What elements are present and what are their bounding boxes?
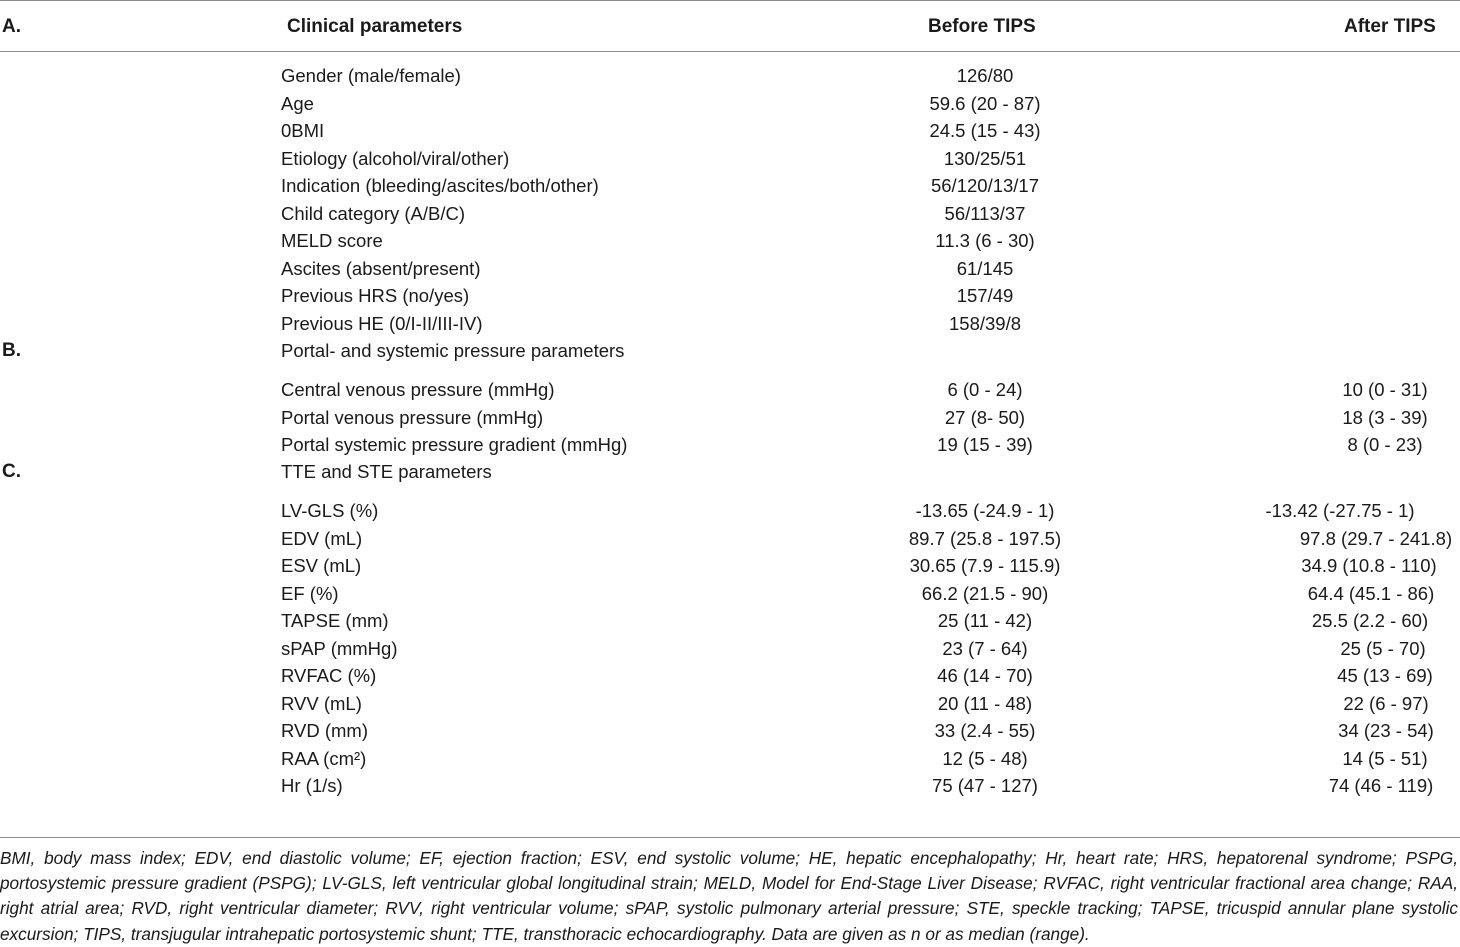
header-before-tips: Before TIPS xyxy=(928,16,1036,37)
row-label: Hr (1/s) xyxy=(281,775,343,796)
row-before-value: 59.6 (20 - 87) xyxy=(929,92,1041,114)
table-row xyxy=(0,117,1460,144)
table-row xyxy=(0,525,1460,552)
table-row xyxy=(0,717,1460,744)
row-label: Etiology (alcohol/viral/other) xyxy=(281,147,510,169)
table-row xyxy=(0,200,1460,227)
row-before-value: 12 (5 - 48) xyxy=(942,747,1028,769)
row-before-value: -13.65 (-24.9 - 1) xyxy=(915,500,1055,521)
row-label: Previous HRS (no/yes) xyxy=(281,285,470,306)
table-row xyxy=(0,62,1460,89)
table-row xyxy=(0,90,1460,117)
row-label: sPAP (mmHg) xyxy=(281,637,398,659)
row-before-value: 33 (2.4 - 55) xyxy=(934,720,1036,741)
section-header-b xyxy=(0,337,1460,364)
row-before-value: 30.65 (7.9 - 115.9) xyxy=(909,555,1061,576)
table-row xyxy=(0,404,1460,431)
table-row xyxy=(0,662,1460,689)
row-label: RVV (mL) xyxy=(281,692,362,714)
row-after-value: 74 (46 - 119) xyxy=(1328,775,1434,796)
section-header-c xyxy=(0,458,1460,485)
row-label: MELD score xyxy=(281,230,383,251)
row-label: Child category (A/B/C) xyxy=(281,202,466,224)
row-label: Ascites (absent/present) xyxy=(281,257,481,279)
row-before-value: 89.7 (25.8 - 197.5) xyxy=(908,527,1062,549)
row-before-value: 27 (8- 50) xyxy=(944,406,1026,428)
table-row xyxy=(0,607,1460,634)
row-after-value: 64.4 (45.1 - 86) xyxy=(1307,582,1435,604)
row-after-value: 8 (0 - 23) xyxy=(1347,434,1423,455)
row-before-value: 61/145 xyxy=(956,257,1014,279)
row-label: RAA (cm²) xyxy=(281,747,367,769)
row-before-value: 11.3 (6 - 30) xyxy=(935,230,1035,251)
row-label: 0BMI xyxy=(281,120,325,141)
table-row xyxy=(0,690,1460,717)
row-after-value: 34.9 (10.8 - 110) xyxy=(1301,555,1437,576)
row-before-value: 158/39/8 xyxy=(948,312,1022,334)
row-before-value: 46 (14 - 70) xyxy=(937,665,1033,686)
row-after-value: 34 (23 - 54) xyxy=(1338,720,1434,741)
row-label: Gender (male/female) xyxy=(281,65,461,86)
header-section-label: A. xyxy=(2,16,21,37)
row-before-value: 24.5 (15 - 43) xyxy=(929,120,1041,141)
table-row xyxy=(0,172,1460,199)
row-before-value: 157/49 xyxy=(956,285,1014,306)
row-label: LV-GLS (%) xyxy=(281,500,379,521)
section-title: TTE and STE parameters xyxy=(281,461,492,482)
row-after-value: 14 (5 - 51) xyxy=(1342,747,1428,769)
table-row xyxy=(0,431,1460,458)
row-label: RVD (mm) xyxy=(281,720,369,741)
row-before-value: 6 (0 - 24) xyxy=(947,379,1023,400)
row-label: Age xyxy=(281,92,314,114)
table-row xyxy=(0,635,1460,662)
table-row xyxy=(0,310,1460,337)
table-row xyxy=(0,227,1460,254)
row-after-value: 45 (13 - 69) xyxy=(1337,665,1433,686)
row-after-value: 10 (0 - 31) xyxy=(1342,379,1428,400)
row-before-value: 75 (47 - 127) xyxy=(932,775,1038,796)
row-label: Portal systemic pressure gradient (mmHg) xyxy=(281,434,628,455)
row-before-value: 25 (11 - 42) xyxy=(937,610,1033,631)
row-before-value: 19 (15 - 39) xyxy=(937,434,1033,455)
table-row xyxy=(0,552,1460,579)
row-label: Previous HE (0/I-II/III-IV) xyxy=(281,312,483,334)
row-label: TAPSE (mm) xyxy=(281,610,389,631)
row-before-value: 56/113/37 xyxy=(944,202,1026,224)
row-after-value: 18 (3 - 39) xyxy=(1342,406,1428,428)
row-before-value: 20 (11 - 48) xyxy=(937,692,1033,714)
header-after-tips: After TIPS xyxy=(1344,16,1436,37)
row-label: ESV (mL) xyxy=(281,555,362,576)
row-after-value: 25 (5 - 70) xyxy=(1340,637,1426,659)
row-before-value: 126/80 xyxy=(956,65,1014,86)
row-label: Portal venous pressure (mmHg) xyxy=(281,406,544,428)
table-footer-rule xyxy=(0,837,1460,838)
row-label: Indication (bleeding/ascites/both/other) xyxy=(281,175,599,196)
table-row xyxy=(0,376,1460,403)
row-before-value: 56/120/13/17 xyxy=(930,175,1040,196)
section-letter: B. xyxy=(2,340,21,361)
row-after-value: 22 (6 - 97) xyxy=(1343,692,1429,714)
table-row xyxy=(0,772,1460,799)
row-before-value: 23 (7 - 64) xyxy=(942,637,1028,659)
row-label: RVFAC (%) xyxy=(281,665,377,686)
section-letter: C. xyxy=(2,461,21,482)
table-row xyxy=(0,282,1460,309)
row-after-value: 25.5 (2.2 - 60) xyxy=(1311,610,1429,631)
row-label: Central venous pressure (mmHg) xyxy=(281,379,555,400)
table-row xyxy=(0,145,1460,172)
table-row xyxy=(0,255,1460,282)
section-title: Portal- and systemic pressure parameters xyxy=(281,340,625,361)
row-after-value: 97.8 (29.7 - 241.8) xyxy=(1299,527,1453,549)
header-parameters: Clinical parameters xyxy=(287,16,463,37)
row-after-value: -13.42 (-27.75 - 1) xyxy=(1265,500,1415,521)
row-before-value: 66.2 (21.5 - 90) xyxy=(921,582,1049,604)
table-row xyxy=(0,580,1460,607)
row-label: EF (%) xyxy=(281,582,339,604)
table-footnote: BMI, body mass index; EDV, end diastolic volume; EF, ejection fraction; ESV, end systolic volume; HE, hepatic encephalopathy; Hr, heart rate; HRS, hepatorenal syndrome; PSPG, portosystemic pressure gradient (PSPG); LV-GLS, left ventricular global longitudinal strain; MELD, Model for End-Stage Liver Disease; RVFAC, right ventricular fractional area change; RAA, right atrial area; RVD, right ventricular diameter; RVV, right ventricular volume; sPAP, systolic pulmonary arterial pressure; STE, speckle tracking; TAPSE, tricuspid annular plane systolic excursion; TIPS, transjugular intrahepatic portosystemic shunt; TTE, transthoracic echocardiography. Data are given as n or as median (range). xyxy=(0,848,1458,944)
row-label: EDV (mL) xyxy=(281,527,363,549)
row-before-value: 130/25/51 xyxy=(943,147,1027,169)
table-row xyxy=(0,745,1460,772)
table-row xyxy=(0,497,1460,524)
